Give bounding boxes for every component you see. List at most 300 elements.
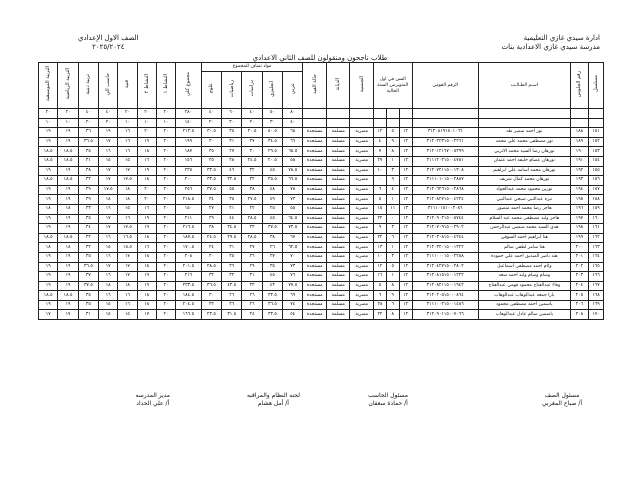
col-social: دراسات — [242, 72, 262, 109]
cell-pe: ١٧ — [58, 310, 78, 320]
table-row — [39, 128, 604, 138]
cell-pe: ١٩ — [58, 195, 78, 205]
cell-nat: مصرية — [350, 185, 374, 195]
cell-cs: ١٥ — [99, 300, 118, 310]
cell-tot: ٢١٣.٥ — [176, 128, 202, 138]
cell-st: مستجدة — [303, 195, 327, 205]
col-art: فنية — [118, 63, 137, 109]
cell-a2: ١٩ — [137, 224, 156, 234]
cell-en: ٤٥ — [262, 214, 282, 224]
cell-so: ٣٣ — [242, 224, 262, 234]
col-group-added: مواد تضاف للمجموع — [201, 63, 303, 72]
cell-nat: مصرية — [350, 262, 374, 272]
cell-tot: ٢١٦ — [176, 272, 202, 282]
cell-en: ٤٥ — [262, 166, 282, 176]
cell-tot: ١٨٧ — [176, 147, 202, 157]
cell-nid: ٣١٢٠٧٠٩١٥٠٠٢٩٠٢ — [412, 224, 478, 234]
cell-name: ياسمين احمد مصطفى محمود — [478, 300, 570, 310]
cell-sc: ٣٠ — [201, 291, 221, 301]
cell-nat: مصرية — [350, 156, 374, 166]
cell-m: ١ — [386, 156, 399, 166]
cell-tot: ١٦٦.٥ — [176, 310, 202, 320]
cell-mu: ١٨.٥ — [39, 291, 58, 301]
cell-nid: ٣١٢٠٢٢٣١٥٠٠٢٢٦١ — [412, 137, 478, 147]
cell-nat: مصرية — [350, 147, 374, 157]
cell-art: ١٧ — [118, 252, 137, 262]
col-arabic: عربي — [283, 72, 303, 109]
cell-ma: ٤٣.٥ — [222, 281, 242, 291]
cell-a2: ١٨ — [137, 291, 156, 301]
cell-ar: ٦٩ — [283, 291, 303, 301]
cell-tot: ٢٥٦ — [176, 185, 202, 195]
cell-ar: ٦٥.٥ — [283, 147, 303, 157]
cell-so: ٣٣ — [242, 281, 262, 291]
cell-seat: ١٩٦ — [570, 204, 588, 214]
max-cell — [350, 109, 374, 119]
max-cell: ٢٠ — [118, 109, 137, 119]
cell-a2: ٢٠ — [137, 185, 156, 195]
min-cell — [570, 118, 588, 128]
cell-a2: ١٨ — [137, 252, 156, 262]
col-serial: مسلسل — [589, 63, 604, 109]
cell-st: مستجدة — [303, 176, 327, 186]
cell-cs: ١٦ — [99, 272, 118, 282]
cell-re: ٣١ — [78, 156, 98, 166]
cell-m: ٩ — [386, 291, 399, 301]
cell-y: ١٢ — [399, 233, 412, 243]
cell-name: هنا سامر لطفي سالم — [478, 243, 570, 253]
cell-sc: ٣٢ — [201, 300, 221, 310]
min-cell: ٤٠ — [283, 118, 303, 128]
cell-pe: ١٨.٥ — [58, 156, 78, 166]
cell-art: ١٦ — [118, 128, 137, 138]
cell-nid: ٣١٢٠٩٠٢١٥٠٠٥٧٤٤ — [412, 214, 478, 224]
cell-d: ٢٢ — [374, 310, 387, 320]
cell-a1: ٢٠ — [156, 185, 175, 195]
cell-cs: ١٧ — [99, 262, 118, 272]
cell-a2: ١٧ — [137, 310, 156, 320]
cell-serial: ١٦٧ — [589, 281, 604, 291]
cell-ar: ٧٤ — [283, 300, 303, 310]
cell-sc: ٣٠ — [201, 252, 221, 262]
cell-en: ٤٣ — [262, 281, 282, 291]
sheet-title: طلاب ناجحون ومنقولون للصف الثاني الاعدادي — [252, 54, 388, 62]
cell-so: ٣٠.٥ — [242, 128, 262, 138]
cell-rel: مسلمة — [326, 156, 350, 166]
cell-art: ١٧.٥ — [118, 224, 137, 234]
cell-serial: ١٦٨ — [589, 291, 604, 301]
cell-a1: ٢٠ — [156, 262, 175, 272]
cell-nat: مصرية — [350, 195, 374, 205]
col-religion: الديانة — [326, 63, 350, 109]
registrar-name: أ/ صباح المغربي — [542, 400, 582, 407]
cell-serial: ١٥٩ — [589, 204, 604, 214]
table-row — [39, 185, 604, 195]
cell-cs: ١٥ — [99, 310, 118, 320]
col-name: اسـم الطـالـب — [478, 63, 570, 109]
cell-rel: مسلمة — [326, 243, 350, 253]
cell-nid: ٣١١١٠٠٠١٥٠٠٢٢٨٨ — [412, 252, 478, 262]
cell-mu: ١٨ — [39, 204, 58, 214]
cell-nid: ٣١١١٠١٠١٥٠٠٢٨٨٧ — [412, 176, 478, 186]
table-row — [39, 262, 604, 272]
min-cell — [412, 118, 478, 128]
signature-committee — [247, 392, 300, 408]
cell-a1: ٢٠ — [156, 166, 175, 176]
cell-so: ٣٨ — [242, 185, 262, 195]
cell-so: ٣٦ — [242, 252, 262, 262]
cell-art: ١٦.٥ — [118, 233, 137, 243]
col-science: علوم — [201, 72, 221, 109]
cell-cs: ١٧ — [99, 214, 118, 224]
signature-accountant — [368, 392, 408, 408]
min-cell: ١٠ — [137, 118, 156, 128]
cell-mu: ١٨.٥ — [39, 233, 58, 243]
cell-name: نور احمد سمير طه — [478, 128, 570, 138]
cell-seat: ١٩٧ — [570, 214, 588, 224]
cell-st: مستجدة — [303, 291, 327, 301]
cell-a1: ٢٠ — [156, 243, 175, 253]
cell-cs: ١٧ — [99, 166, 118, 176]
cell-nat: مصرية — [350, 137, 374, 147]
cell-seat: ٢٠٨ — [570, 310, 588, 320]
cell-serial: ١٥٢ — [589, 137, 604, 147]
cell-name: هنا ابراهيم احمد السوقي — [478, 233, 570, 243]
cell-nid: ٣١٢٠٨٢٧١٥٠٠٤٢٢٤ — [412, 195, 478, 205]
cell-nid: ٣١١١٠١٥١٠٠٣٠٨٦ — [412, 204, 478, 214]
min-cell — [350, 118, 374, 128]
cell-serial: ١٥١ — [589, 128, 604, 138]
cell-mu: ١٩ — [39, 224, 58, 234]
cell-sc: ٣٥ — [201, 147, 221, 157]
cell-name: وئام احمد مصطفى اسماعيل — [478, 262, 570, 272]
col-national-id: الرقم القومي — [412, 63, 478, 109]
cell-st: مستجدة — [303, 233, 327, 243]
min-cell — [326, 118, 350, 128]
cell-art: ١٨ — [118, 195, 137, 205]
min-cell: ١٠ — [156, 118, 175, 128]
cell-a1: ٢٠ — [156, 233, 175, 243]
cell-mu: ١٨ — [39, 243, 58, 253]
cell-y: ١٢ — [399, 166, 412, 176]
cell-a2: ١٩ — [137, 281, 156, 291]
cell-rel: مسلمة — [326, 224, 350, 234]
cell-so: ٢٦ — [242, 300, 262, 310]
max-cell: ٤٠ — [242, 109, 262, 119]
cell-ar: ٦٤.٥ — [283, 214, 303, 224]
cell-m: ٨ — [386, 310, 399, 320]
cell-d: ١٢ — [374, 262, 387, 272]
cell-m: ١ — [386, 272, 399, 282]
cell-nat: مصرية — [350, 272, 374, 282]
cell-rel: مسلمة — [326, 176, 350, 186]
cell-nid: ٣١٢٠١٢١٦٧٠٠٥٣٩٩ — [412, 147, 478, 157]
cell-ar: ٦٦.٥ — [283, 176, 303, 186]
cell-rel: مسلمة — [326, 147, 350, 157]
min-cell — [374, 118, 387, 128]
table-row — [39, 281, 604, 291]
col-religious-ed: تربية دينية — [78, 63, 98, 109]
cell-sc: ٣٠.٥ — [201, 128, 221, 138]
cell-re: ٣٢ — [78, 233, 98, 243]
cell-d: ٢٧ — [374, 156, 387, 166]
max-cell: ٢٠ — [39, 109, 58, 119]
cell-name: هند ناصر الصديق احمد علي حمودة — [478, 252, 570, 262]
cell-d: ١٥ — [374, 204, 387, 214]
cell-cs: ١٨ — [99, 281, 118, 291]
cell-ma: ٣٢ — [222, 272, 242, 282]
cell-en: ٤٨ — [262, 185, 282, 195]
cell-name: نورهان محمد اسامه علي ابراهيم — [478, 166, 570, 176]
cell-art: ١٧ — [118, 166, 137, 176]
table-row — [39, 137, 604, 147]
cell-y: ١٣ — [399, 204, 412, 214]
cell-tot: ٢٠١.٥ — [176, 262, 202, 272]
cell-m: ٣ — [386, 224, 399, 234]
max-cell: ٢٠ — [58, 109, 78, 119]
cell-art: ١٧ — [118, 262, 137, 272]
col-activity2: النشاط ٢ — [137, 63, 156, 109]
cell-rel: مسلمة — [326, 185, 350, 195]
cell-cs: ١٥ — [99, 156, 118, 166]
min-cell: ١٠ — [58, 118, 78, 128]
results-table — [38, 62, 604, 320]
cell-ma: ٢٩.٥ — [222, 233, 242, 243]
cell-d: ٢٢ — [374, 233, 387, 243]
cell-a1: ٢٠ — [156, 300, 175, 310]
col-total: مجموع كلي — [176, 63, 202, 109]
cell-st: مستجدة — [303, 214, 327, 224]
cell-tot: ١٩٩ — [176, 137, 202, 147]
cell-mu: ١٨.٥ — [39, 156, 58, 166]
cell-nat: مصرية — [350, 300, 374, 310]
cell-d: ٧ — [374, 147, 387, 157]
cell-st: مستجدة — [303, 204, 327, 214]
cell-a1: ٢٠ — [156, 224, 175, 234]
col-music: التربية الموسيقية — [39, 63, 58, 109]
cell-seat: ١٩٢ — [570, 166, 588, 176]
cell-y: ١٢ — [399, 195, 412, 205]
cell-name: نورين محمود محمد عبدالجواد — [478, 185, 570, 195]
col-status: حالة القيد — [303, 63, 327, 109]
cell-a1: ٢٠ — [156, 272, 175, 282]
table-row — [39, 214, 604, 224]
cell-y: ١٢ — [399, 310, 412, 320]
cell-pe: ١٩ — [58, 281, 78, 291]
cell-st: مستجدة — [303, 272, 327, 282]
cell-nat: مصرية — [350, 176, 374, 186]
cell-d: ٢٨ — [374, 300, 387, 310]
cell-sc: ٣٧.٥ — [201, 185, 221, 195]
cell-so: ٣٠ — [242, 147, 262, 157]
cell-a1: ٢٠ — [156, 156, 175, 166]
cell-st: مستجدة — [303, 262, 327, 272]
cell-re: ٣٩ — [78, 185, 98, 195]
cell-serial: ١٦٣ — [589, 243, 604, 253]
cell-d: ٠ — [374, 176, 387, 186]
cell-sc: ٢٧ — [201, 204, 221, 214]
cell-a1: ٢٠ — [156, 195, 175, 205]
cell-y: ١٢ — [399, 147, 412, 157]
cell-mu: ١٩ — [39, 262, 58, 272]
cell-rel: مسلمة — [326, 204, 350, 214]
cell-d: ١٢ — [374, 128, 387, 138]
cell-sc: ٢٤.٥ — [201, 233, 221, 243]
cell-st: مستجدة — [303, 137, 327, 147]
max-cell: ٥٠ — [262, 109, 282, 119]
cell-pe: ١٨ — [58, 204, 78, 214]
cell-serial: ١٦١ — [589, 224, 604, 234]
cell-sc: ٢٨.٥ — [201, 262, 221, 272]
cell-d: ٤ — [374, 137, 387, 147]
cell-a1: ٢٠ — [156, 137, 175, 147]
cell-pe: ١٩ — [58, 185, 78, 195]
cell-pe: ١٩ — [58, 166, 78, 176]
cell-tot: ١٨٤.٥ — [176, 291, 202, 301]
max-cell — [374, 109, 387, 119]
cell-ma: ٢١ — [222, 204, 242, 214]
cell-ar: ٦٢.٥ — [283, 243, 303, 253]
cell-en: ٢٩.٥ — [262, 147, 282, 157]
cell-a2: ١٩ — [137, 137, 156, 147]
min-cell: ٢٠ — [99, 118, 118, 128]
max-cell: ٢٠ — [137, 109, 156, 119]
table-row — [39, 291, 604, 301]
max-cell — [326, 109, 350, 119]
min-cell: ٢٠ — [201, 118, 221, 128]
cell-cs: ١٥ — [99, 243, 118, 253]
cell-mu: ١٩ — [39, 128, 58, 138]
cell-en: ٢٦ — [262, 243, 282, 253]
cell-d: ٥ — [374, 281, 387, 291]
min-cell: ١٤٠ — [176, 118, 202, 128]
cell-ar: ٧٨.٥ — [283, 166, 303, 176]
cell-en: ٣٣.٥ — [262, 291, 282, 301]
cell-ma: ٣١.٥ — [222, 310, 242, 320]
cell-ma: ٣٦ — [222, 300, 242, 310]
cell-ma: ٣٤.٥ — [222, 224, 242, 234]
cell-serial: ١٦٢ — [589, 233, 604, 243]
cell-seat: ٢٠٦ — [570, 300, 588, 310]
cell-serial: ١٦٩ — [589, 300, 604, 310]
committee-name: أ/ أمل هشام — [257, 400, 289, 407]
cell-a2: ٢٠ — [137, 128, 156, 138]
cell-pe: ١٩ — [58, 214, 78, 224]
cell-st: مستجدة — [303, 185, 327, 195]
cell-en: ٣٥.٥ — [262, 176, 282, 186]
cell-d: ٦ — [374, 291, 387, 301]
cell-st: مستجدة — [303, 252, 327, 262]
cell-ma: ٤٦ — [222, 166, 242, 176]
cell-nat: مصرية — [350, 224, 374, 234]
cell-en: ٣٧ — [262, 252, 282, 262]
cell-ma: ٣٢.٥ — [222, 176, 242, 186]
min-cell: ٢٠ — [242, 118, 262, 128]
table-row — [39, 166, 604, 176]
cell-ma: ٣١ — [222, 137, 242, 147]
cell-a2: ١٨ — [137, 233, 156, 243]
cell-y: ١٢ — [399, 252, 412, 262]
min-cell — [303, 118, 327, 128]
cell-serial: ١٥٦ — [589, 176, 604, 186]
cell-m: ١١ — [386, 204, 399, 214]
min-marks-row — [39, 118, 604, 128]
cell-re: ٣٧.٥ — [78, 281, 98, 291]
cell-rel: مسلمة — [326, 137, 350, 147]
cell-serial: ١٥٤ — [589, 156, 604, 166]
cell-pe: ١٩ — [58, 262, 78, 272]
cell-nat: مصرية — [350, 128, 374, 138]
cell-a2: ١٩ — [137, 214, 156, 224]
cell-sc: ٣٨ — [201, 224, 221, 234]
cell-re: ٣٨ — [78, 166, 98, 176]
cell-art: ١٨ — [118, 281, 137, 291]
cell-ar: ٧٨ — [283, 185, 303, 195]
cell-name: نورهان رضا السيد محمد الاتربي — [478, 147, 570, 157]
cell-mu: ١٩ — [39, 300, 58, 310]
cell-ma: ٣٦ — [222, 262, 242, 272]
cell-m: ١ — [386, 195, 399, 205]
cell-so: ٣٢ — [242, 176, 262, 186]
cell-ar: ٧٣ — [283, 262, 303, 272]
cell-art: ١٧ — [118, 272, 137, 282]
cell-rel: مسلمة — [326, 233, 350, 243]
school-name: مدرسة سيدي غازي الاعدادية بنات — [501, 43, 600, 51]
cell-seat: ١٩٥ — [570, 195, 588, 205]
cell-nat: مصرية — [350, 252, 374, 262]
table-row — [39, 243, 604, 253]
cell-nat: مصرية — [350, 166, 374, 176]
cell-m: ٩ — [386, 137, 399, 147]
cell-serial: ١٦٥ — [589, 262, 604, 272]
cell-y: ١٢ — [399, 128, 412, 138]
cell-cs: ١٧.٥ — [99, 185, 118, 195]
table-row — [39, 176, 604, 186]
registrar-title: مسئول الصف — [544, 392, 580, 399]
cell-st: مستجدة — [303, 147, 327, 157]
cell-ma: ٢٦ — [222, 291, 242, 301]
cell-re: ٣٦.٥ — [78, 262, 98, 272]
cell-art: ١٥.٥ — [118, 243, 137, 253]
cell-seat: ١٩٠ — [570, 147, 588, 157]
cell-nid: ٣١٢٠٨١٥١٥٠٠١٢٢٢ — [412, 272, 478, 282]
cell-seat: ١٩٩ — [570, 233, 588, 243]
cell-seat: ١٩١ — [570, 156, 588, 166]
cell-seat: ١٩٨ — [570, 224, 588, 234]
max-cell — [589, 109, 604, 119]
grade-label: الصف الاول الإعدادي — [78, 34, 139, 42]
cell-y: ١٢ — [399, 300, 412, 310]
cell-so: ٢٤ — [242, 310, 262, 320]
cell-st: مستجدة — [303, 310, 327, 320]
cell-a2: ١٨ — [137, 262, 156, 272]
cell-seat: ١٩٣ — [570, 176, 588, 186]
cell-ar: ٥٥ — [283, 204, 303, 214]
signature-registrar — [542, 392, 582, 408]
cell-nid: ٣١٢٠٤٢٧١٥٠٠٢٨٠٢ — [412, 262, 478, 272]
cell-cs: ١٦ — [99, 233, 118, 243]
cell-name: نورهان محمد كمال شريف — [478, 176, 570, 186]
cell-a1: ٢٠ — [156, 291, 175, 301]
cell-cs: ١٧ — [99, 137, 118, 147]
cell-st: مستجدة — [303, 281, 327, 291]
cell-y: ١٢ — [399, 214, 412, 224]
table-row — [39, 310, 604, 320]
cell-so: ٢٩ — [242, 262, 262, 272]
cell-seat: ٢٠٤ — [570, 281, 588, 291]
cell-rel: مسلمة — [326, 252, 350, 262]
cell-ar: ٦٧ — [283, 233, 303, 243]
